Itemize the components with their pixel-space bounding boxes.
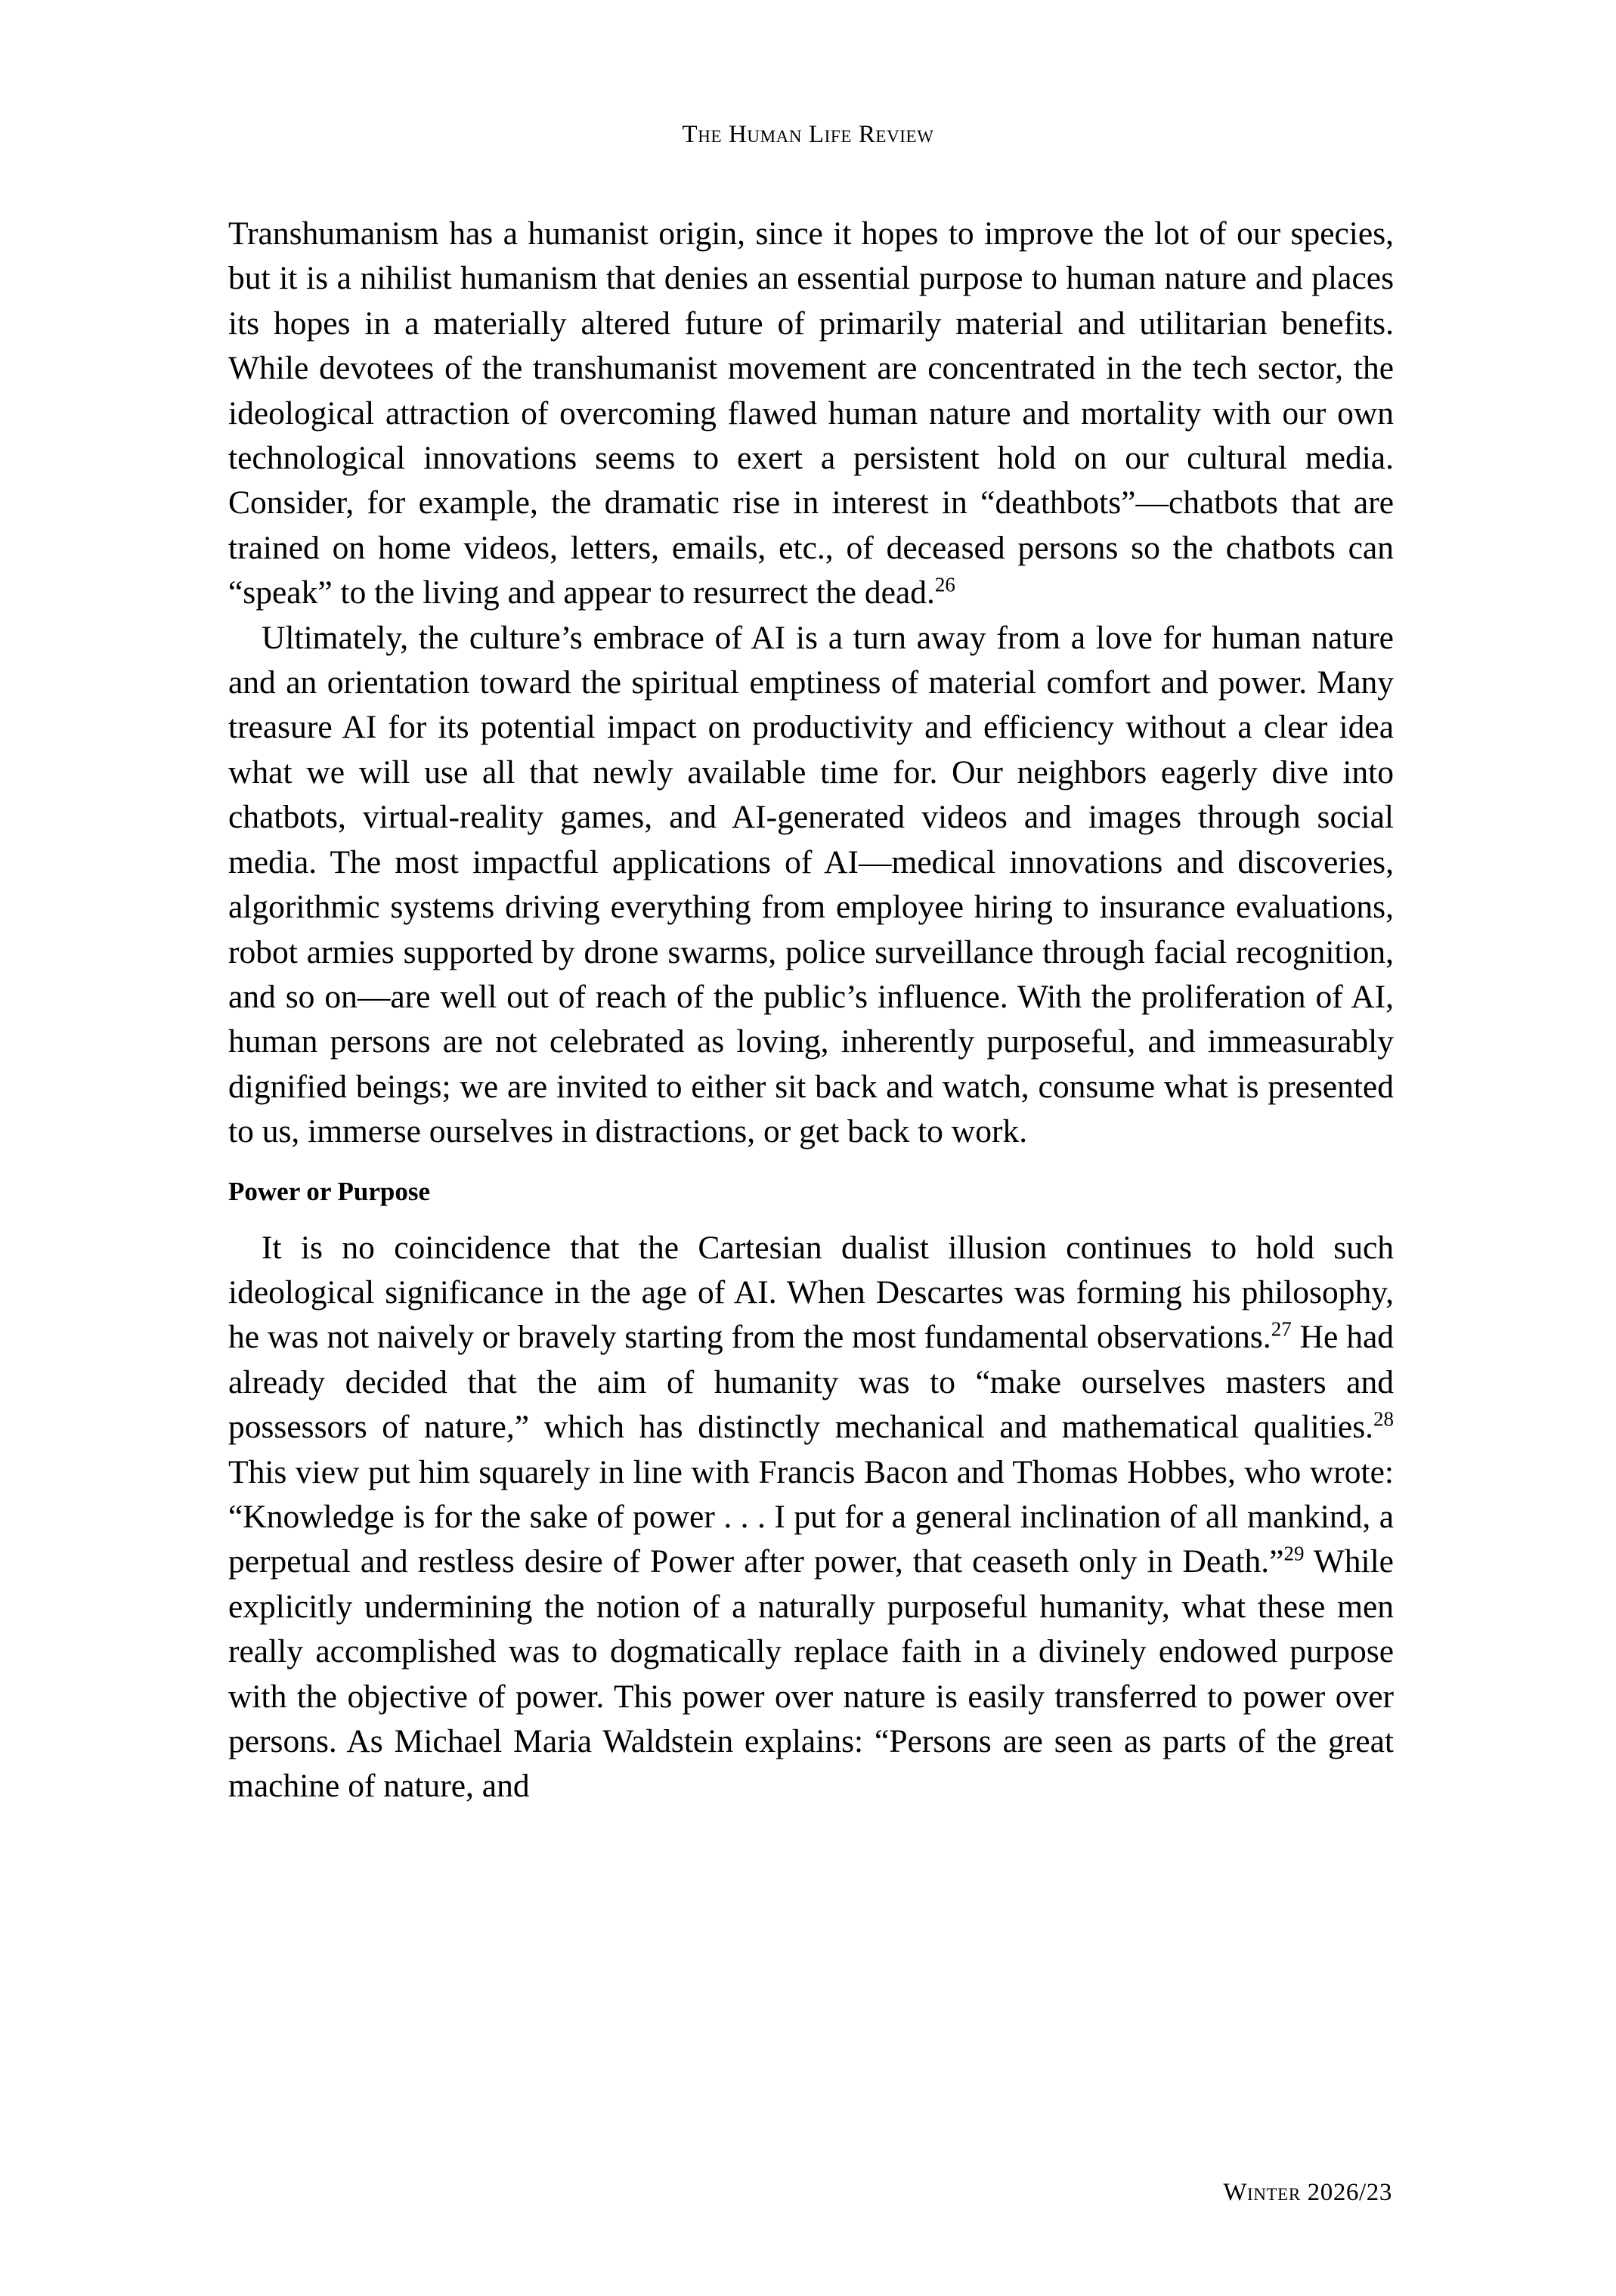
footnote-ref-29[interactable]: 29	[1283, 1542, 1305, 1565]
paragraph-3-segment-1: It is no coincidence that the Cartesian dualist illusion continues to hold such ideological significance in the age of AI. When Descartes was forming his philosophy, he was not naively or bravely starting from the most fundamental observations.	[228, 1229, 1394, 1356]
footnote-ref-26[interactable]: 26	[934, 573, 955, 596]
paragraph-2	[228, 616, 1394, 1155]
footnote-ref-27[interactable]: 27	[1271, 1317, 1292, 1341]
paragraph-3-segment-3: This view put him squarely in line with Francis Bacon and Thomas Hobbes, who wrote: “Knowledge is for the sake of power . . . I put for a general inclination of all mankind, a perpetual and restless desire of Power after power, that ceaseth only in Death.”	[228, 1453, 1394, 1580]
paragraph-2-text: Ultimately, the culture’s embrace of AI is a turn away from a love for human nature and an orientation toward the spiritual emptiness of material comfort and power. Many treasure AI for its potential impact on productivity and efficiency without a clear idea what we will use all that newly available time for. Our neighbors eagerly dive into chatbots, virtual-reality games, and AI-generated videos and images through social media. The most impactful applications of AI—medical innovations and discoveries, algorithmic systems driving everything from employee hiring to insurance evaluations, robot armies supported by drone swarms, police surveillance through facial recognition, and so on—are well out of reach of the public’s influence. With the proliferation of AI, human persons are not celebrated as loving, inherently purposeful, and immeasurably dignified beings; we are invited to either sit back and watch, consume what is presented to us, immerse ourselves in distractions, or get back to work.	[228, 619, 1394, 1150]
paragraph-1-text: Transhumanism has a humanist origin, since it hopes to improve the lot of our species, but it is a nihilist humanism that denies an essential purpose to human nature and places its hopes in a materially altered future of primarily material and utilitarian benefits. While devotees of the transhumanist movement are concentrated in the tech sector, the ideological attraction of overcoming flawed human nature and mortality with our own technological innovations seems to exert a persistent hold on our cultural media. Consider, for example, the dramatic rise in interest in “deathbots”—chatbots that are trained on home videos, letters, emails, etc., of deceased persons so the chatbots can “speak” to the living and appear to resurrect the dead.	[228, 215, 1394, 611]
body-text-block	[228, 212, 1394, 1809]
page-folio: Winter 2026/23	[1223, 2179, 1392, 2206]
paragraph-1	[228, 212, 1394, 616]
paragraph-3-segment-4: While explicitly undermining the notion of a naturally purposeful humanity, what these men really accomplished was to dogmatically replace faith in a divinely endowed purpose with the objective of power. This power over nature is easily transferred to power over persons. As Michael Maria Waldstein explains: “Persons are seen as parts of the great machine of nature, and	[228, 1543, 1394, 1805]
section-heading-power-or-purpose: Power or Purpose	[228, 1176, 430, 1206]
footnote-ref-28[interactable]: 28	[1373, 1407, 1394, 1431]
paragraph-3	[228, 1226, 1394, 1809]
paragraph-3-segment-2: He had already decided that the aim of humanity was to “make ourselves masters and possessors of nature,” which has distinctly mechanical and mathematical qualities.	[228, 1319, 1395, 1446]
running-head: The Human Life Review	[682, 121, 934, 148]
